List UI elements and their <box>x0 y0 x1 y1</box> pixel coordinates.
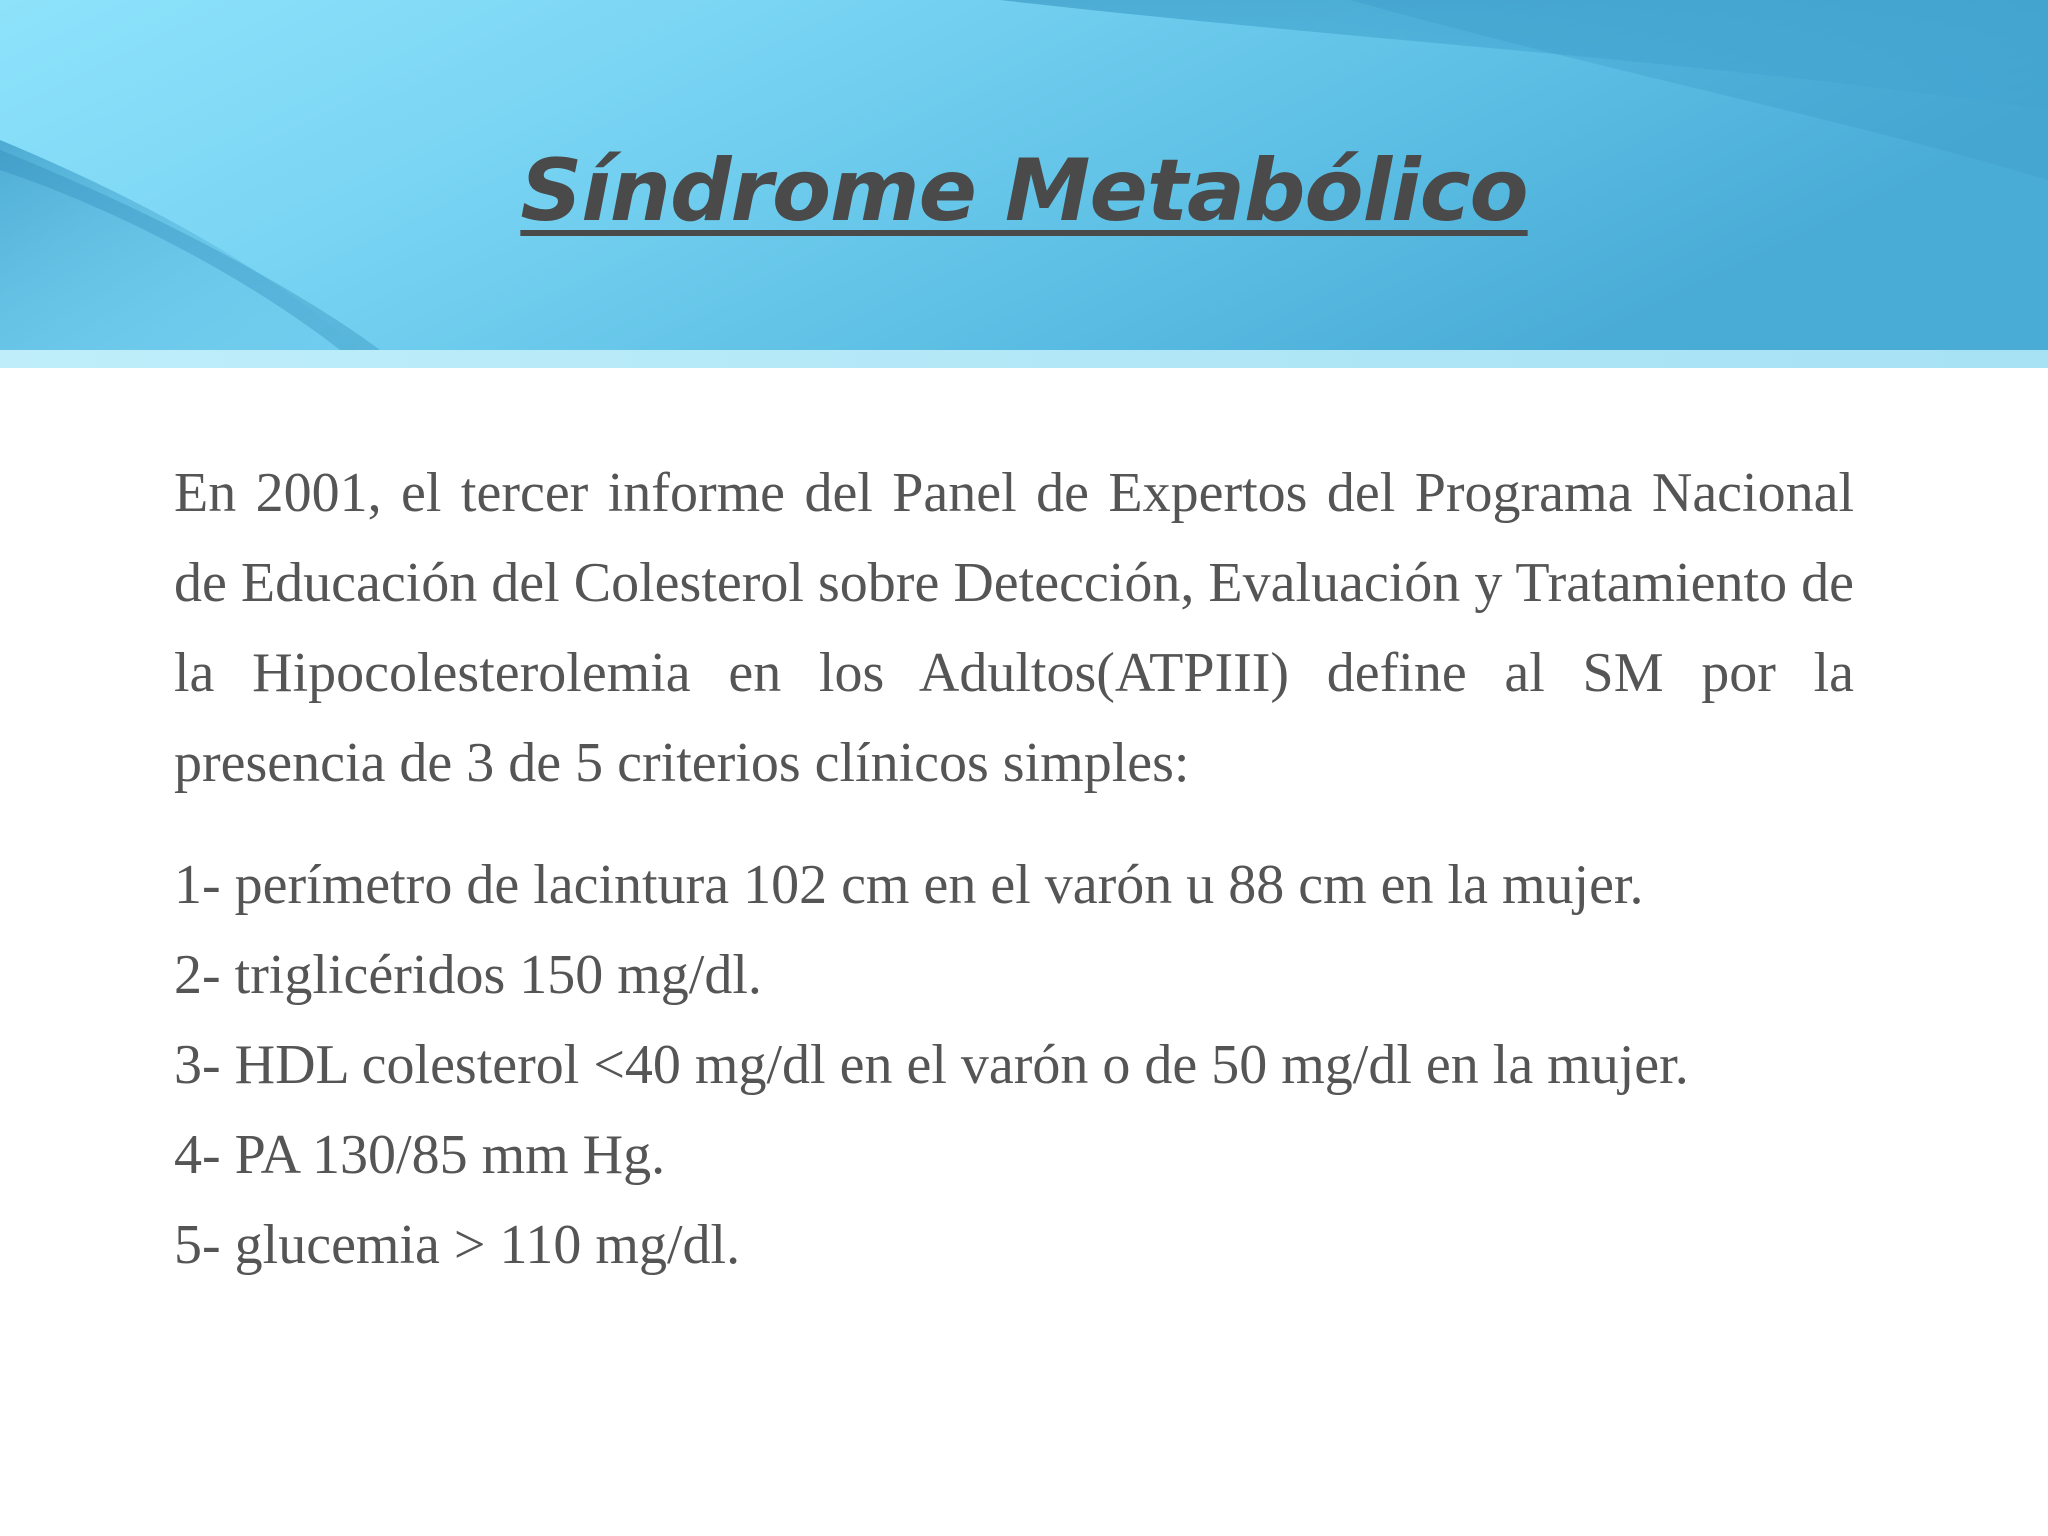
criteria-item: 2- triglicéridos 150 mg/dl. <box>174 944 762 1006</box>
criteria-item: 5- glucemia > 110 mg/dl. <box>174 1214 741 1276</box>
criteria-item: 3- HDL colesterol <40 mg/dl en el varón o de 50 mg/dl en la mujer. <box>174 1034 1689 1096</box>
criteria-item: 4- PA 130/85 mm Hg. <box>174 1124 666 1186</box>
slide-body <box>174 448 1854 1290</box>
criteria-list <box>174 840 1854 1290</box>
intro-paragraph: En 2001, el tercer informe del Panel de Expertos del Programa Nacional de Educación del Colesterol sobre Detección, Evaluación y Tratamiento de la Hipocolesterolemia en los Adultos(ATPIII) define al SM por la presencia de 3 de 5 criterios clínicos simples: <box>174 462 1854 794</box>
slide-title: Síndrome Metabólico <box>520 141 1528 241</box>
criteria-item: 1- perímetro de lacintura 102 cm en el varón u 88 cm en la mujer. <box>174 854 1644 916</box>
